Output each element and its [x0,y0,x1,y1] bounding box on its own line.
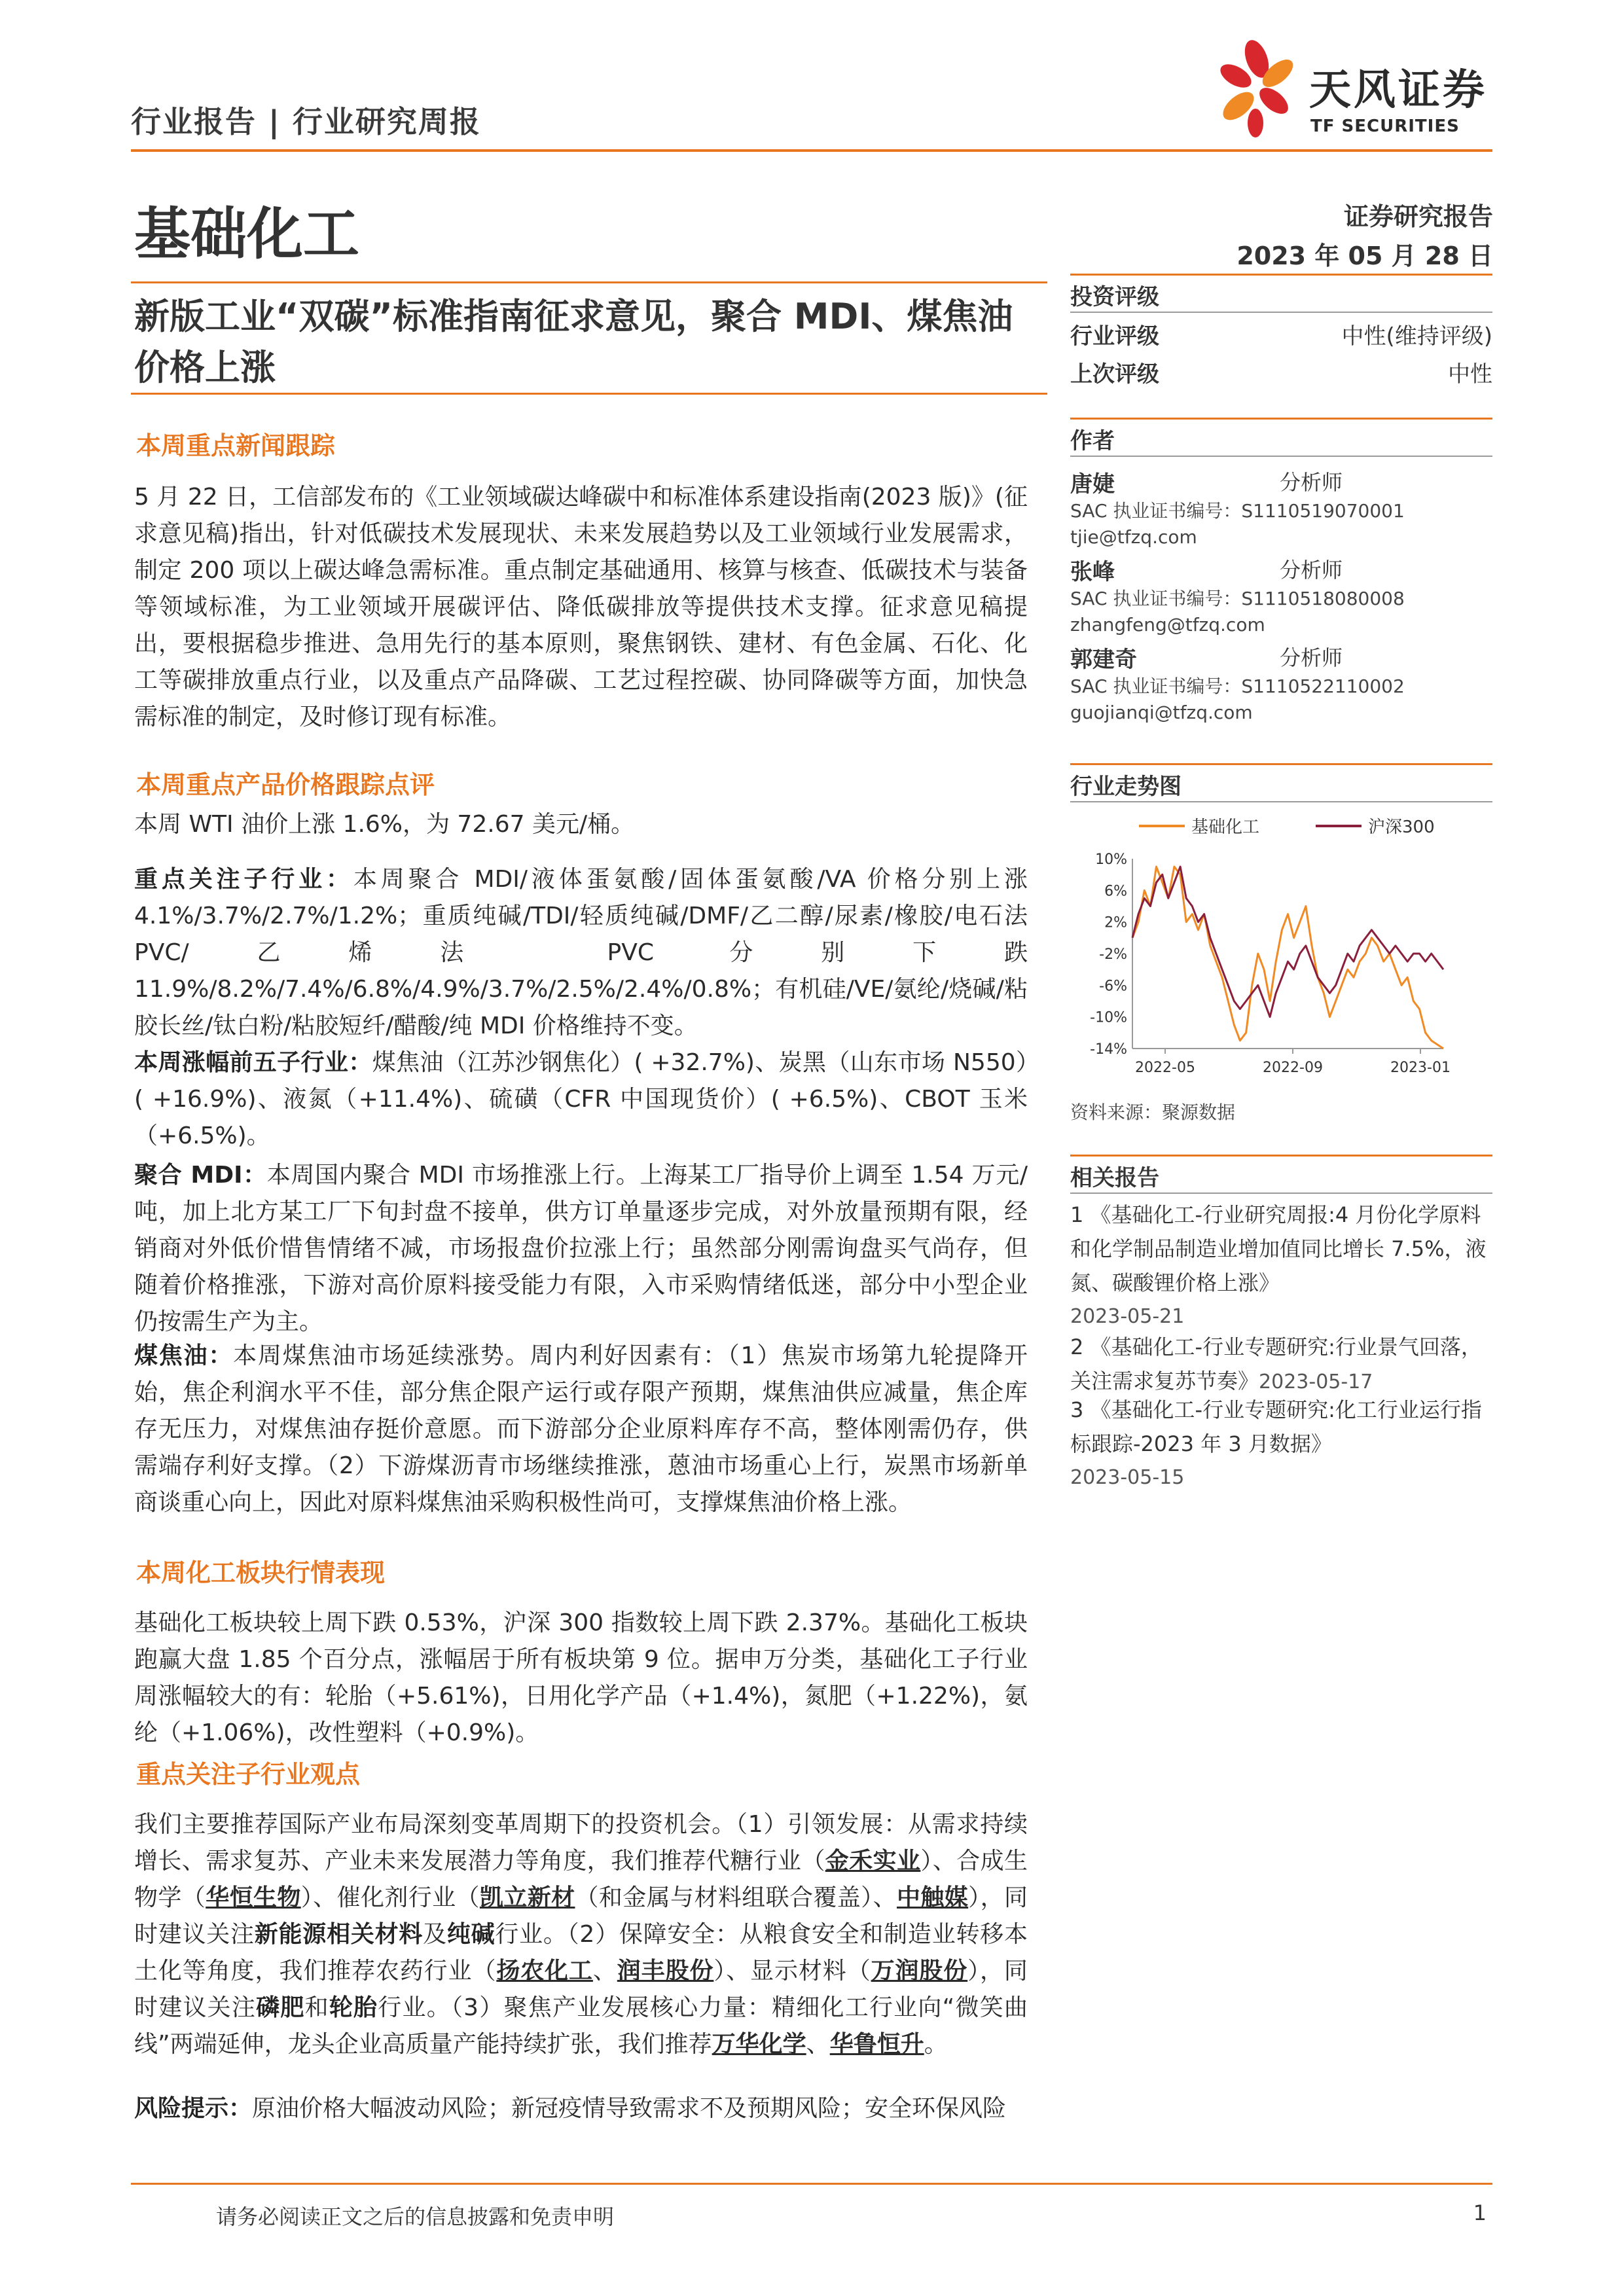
trend-top-divider [1070,763,1492,765]
y-tick-label: 2% [1104,914,1127,931]
market-paragraph: 基础化工板块较上周下跌 0.53%，沪深 300 指数较上周下跌 2.37%。基础化工板块跑赢大盘 1.85 个百分点，涨幅居于所有板块第 9 位。据申万分类，基础化工子行业周涨幅较大的有：轮胎（+5.61%)，日用化学产品（+1.4%)，氮肥（+1.22%)，氨纶（+1.06%)，改性塑料（+0.9%)。 [134,1609,1028,1746]
stock-yangnong[interactable]: 扬农化工 [496,1958,593,1984]
chart-source: 资料来源：聚源数据 [1070,1102,1236,1123]
top5-label: 本周涨幅前五子行业： [134,1049,372,1076]
related-divider [1070,1193,1492,1194]
tar-text: 本周煤焦油市场延续涨势。周内利好因素有：（1）焦炭市场第九轮提降开始，焦企利润水平不佳，部分焦企限产运行或存限产预期，煤焦油供应减量，焦企库存无压力，对煤焦油存挺价意愿。而下游部分企业原料库存不高，整体刚需仍存，供需端存利好支撑。（2）下游煤沥青市场继续推涨，蒽油市场重心上行，炭黑市场新单商谈重心向上，因此对原料煤焦油采购积极性尚可，支撑煤焦油价格上涨。 [134,1342,1028,1516]
risk-label: 风险提示： [134,2095,253,2122]
author-email[interactable]: guojianqi@tfzq.com [1070,702,1253,723]
legend-label: 沪深300 [1368,817,1435,837]
report-category: 行业报告 | 行业研究周报 [131,104,481,139]
legend-label: 基础化工 [1191,817,1260,837]
section-price-title: 本周重点产品价格跟踪点评 [136,770,435,799]
keyword-soda: 纯碱 [446,1921,496,1948]
section-view-title: 重点关注子行业观点 [136,1760,361,1789]
authors-divider [1070,456,1492,457]
brand-name-en: TF SECURITIES [1310,117,1460,136]
top5-text: 煤焦油（江苏沙钢焦化）( +32.7%)、炭黑（山东市场 N550）( +16.9%)、液氮（+11.4%)、硫磺（CFR 中国现货价）( +6.5%)、CBOT 玉米（+6.5%)。 [134,1049,1028,1149]
series-line [1132,867,1443,1049]
news-paragraph: 5 月 22 日，工信部发布的《工业领域碳达峰碳中和标准体系建设指南(2023 版)》(征求意见稿)指出，针对低碳技术发展现状、未来发展趋势以及工业领域行业发展需求，制定 200 项以上碳达峰急需标准。重点制定基础通用、核算与核查、低碳技术与装备等领域标准，为工业领域开展碳评估、降低碳排放等提供技术支撑。征求意见稿提出，要根据稳步推进、急用先行的基本原则，聚焦钢铁、建材、有色金属、石化、化工等碳排放重点行业，以及重点产品降碳、工艺过程控碳、协同降碳等方面，加快急需标准的制定，及时修订现有标准。 [134,484,1028,730]
stock-hualu[interactable]: 华鲁恒升 [829,2031,924,2058]
author-email[interactable]: zhangfeng@tfzq.com [1070,614,1265,636]
stock-wanhua[interactable]: 万华化学 [712,2031,806,2058]
x-tick-label: 2022-09 [1263,1060,1323,1076]
keyword-tire: 轮胎 [329,1994,378,2021]
x-tick-label: 2022-05 [1135,1060,1195,1076]
y-tick-label: -2% [1099,946,1127,963]
trend-chart [1074,806,1492,1081]
mdi-paragraph [134,1157,1028,1340]
section-news-title: 本周重点新闻跟踪 [136,431,336,460]
page-number: 1 [1473,2200,1487,2225]
author-card: 郭建奇 分析师 SAC 执业证书编号：S1110522110002 guojianqi@tfzq.com [1070,641,1492,726]
authors-title: 作者 [1070,428,1115,454]
x-tick-label: 2023-01 [1390,1060,1451,1076]
report-date: 2023 年 05 月 28 日 [1236,242,1493,270]
related-report[interactable]: 1 《基础化工-行业研究周报:4 月份化学原料和化学制品制造业增加值同比增长 7.5%，液氮、碳酸锂价格上涨》 2023-05-21 [1070,1202,1487,1328]
trend-title: 行业走势图 [1070,774,1182,800]
footer-divider [131,2183,1492,2185]
industry-rating-row: 行业评级 中性(维持评级) [1070,323,1492,350]
y-tick-label: 6% [1104,883,1127,900]
headline-bottom-divider [131,393,1047,395]
risk-text: 原油价格大幅波动风险；新冠疫情导致需求不及预期风险；安全环保风险 [252,2095,1007,2122]
rating-title: 投资评级 [1070,284,1159,310]
section-market-title: 本周化工板块行情表现 [136,1558,386,1587]
mdi-label: 聚合 MDI： [134,1162,267,1189]
series-line [1132,867,1443,1017]
stock-jinhe[interactable]: 金禾实业 [825,1848,921,1874]
stock-kaili[interactable]: 凯立新材 [479,1884,575,1911]
brand-name-cn: 天风证券 [1309,66,1487,115]
stock-zhongchumei[interactable]: 中触媒 [896,1884,969,1911]
rating-top-divider [1070,274,1492,276]
logo-petal-icon [1204,33,1303,151]
focus-text: 本周聚合 MDI/液体蛋氨酸/固体蛋氨酸/VA 价格分别上涨 4.1%/3.7%/2.7%/1.2%；重质纯碱/TDI/轻质纯碱/DMF/乙二醇/尿素/橡胶/电石法 PVC/乙烯法 PVC 分别下跌 11.9%/8.2%/7.4%/6.8%/4.9%/3.7%/2.5%/2.4%/0.8%；有机硅/VE/氨纶/烧碱/粘胶长丝/钛白粉/粘胶短纤/醋酸/纯 MDI 价格维持不变。 [134,866,1028,1039]
stock-runfeng[interactable]: 润丰股份 [617,1958,714,1984]
authors-top-divider [1070,418,1492,420]
author-card: 唐婕 分析师 SAC 执业证书编号：S1110519070001 tjie@tfzq.com [1070,466,1492,550]
focus-paragraph [134,861,1028,1045]
rating-divider [1070,312,1492,313]
top5-paragraph [134,1045,1028,1155]
prev-rating-row: 上次评级 中性 [1070,361,1492,387]
stock-huaheng[interactable]: 华恒生物 [206,1884,301,1911]
headline-top-divider [131,281,1047,283]
tar-label: 煤焦油： [134,1342,234,1369]
wti-paragraph: 本周 WTI 油价上涨 1.6%，为 72.67 美元/桶。 [134,811,635,838]
keyword-phosphate: 磷肥 [256,1994,305,2021]
related-top-divider [1070,1155,1492,1157]
focus-label: 重点关注子行业： [134,866,353,893]
keyword-new-energy: 新能源相关材料 [254,1921,424,1948]
risk-paragraph [134,2090,1028,2127]
mdi-text: 本周国内聚合 MDI 市场推涨上行。上海某工厂指导价上调至 1.54 万元/吨，加上北方某工厂下旬封盘不接单，供方订单量逐步完成，对外放量预期有限，经销商对外低价惜售情绪不减，市场报盘价拉涨上行；虽然部分刚需询盘买气尚存，但随着价格推涨，下游对高价原料接受能力有限，入市采购情绪低迷，部分中小型企业仍按需生产为主。 [134,1162,1028,1335]
view-paragraph: 我们主要推荐国际产业布局深刻变革周期下的投资机会。（1）引领发展：从需求持续增长、需求复苏、产业未来发展潜力等角度，我们推荐代糖行业（金禾实业）、合成生物学（华恒生物）、催化剂行业（凯立新材（和金属与材料组联合覆盖）、中触媒），同时建议关注新能源相关材料及纯碱行业。（2）保障安全：从粮食安全和制造业转移本土化等角度，我们推荐农药行业（扬农化工、润丰股份）、显示材料（万润股份），同时建议关注磷肥和轮胎行业。（3）聚焦产业发展核心力量：精细化工行业向“微笑曲线”两端延伸，龙头企业高质量产能持续扩张，我们推荐万华化学、华鲁恒升。 [134,1811,1028,2058]
tar-paragraph [134,1338,1028,1521]
y-tick-label: -14% [1090,1041,1127,1058]
author-email[interactable]: tjie@tfzq.com [1070,526,1197,548]
author-card: 张峰 分析师 SAC 执业证书编号：S1110518080008 zhangfeng@tfzq.com [1070,554,1492,638]
y-tick-label: 10% [1095,852,1127,868]
footer-disclaimer[interactable]: 请务必阅读正文之后的信息披露和免责申明 [216,2204,615,2229]
y-tick-label: -6% [1099,978,1127,995]
headline: 新版工业“双碳”标准指南征求意见，聚合 MDI、煤焦油价格上涨 [134,296,1013,388]
trend-divider [1070,801,1492,802]
stock-wanrun[interactable]: 万润股份 [871,1958,968,1984]
related-report[interactable]: 3 《基础化工-行业专题研究:化工行业运行指标跟踪-2023 年 3 月数据》 2023-05-15 [1070,1397,1482,1489]
related-title: 相关报告 [1070,1165,1159,1191]
y-tick-label: -10% [1090,1009,1127,1026]
report-type: 证券研究报告 [1343,202,1493,231]
industry-title: 基础化工 [134,202,359,267]
related-report[interactable]: 2 《基础化工-行业专题研究:行业景气回落，关注需求复苏节奏》2023-05-17 [1070,1335,1482,1393]
